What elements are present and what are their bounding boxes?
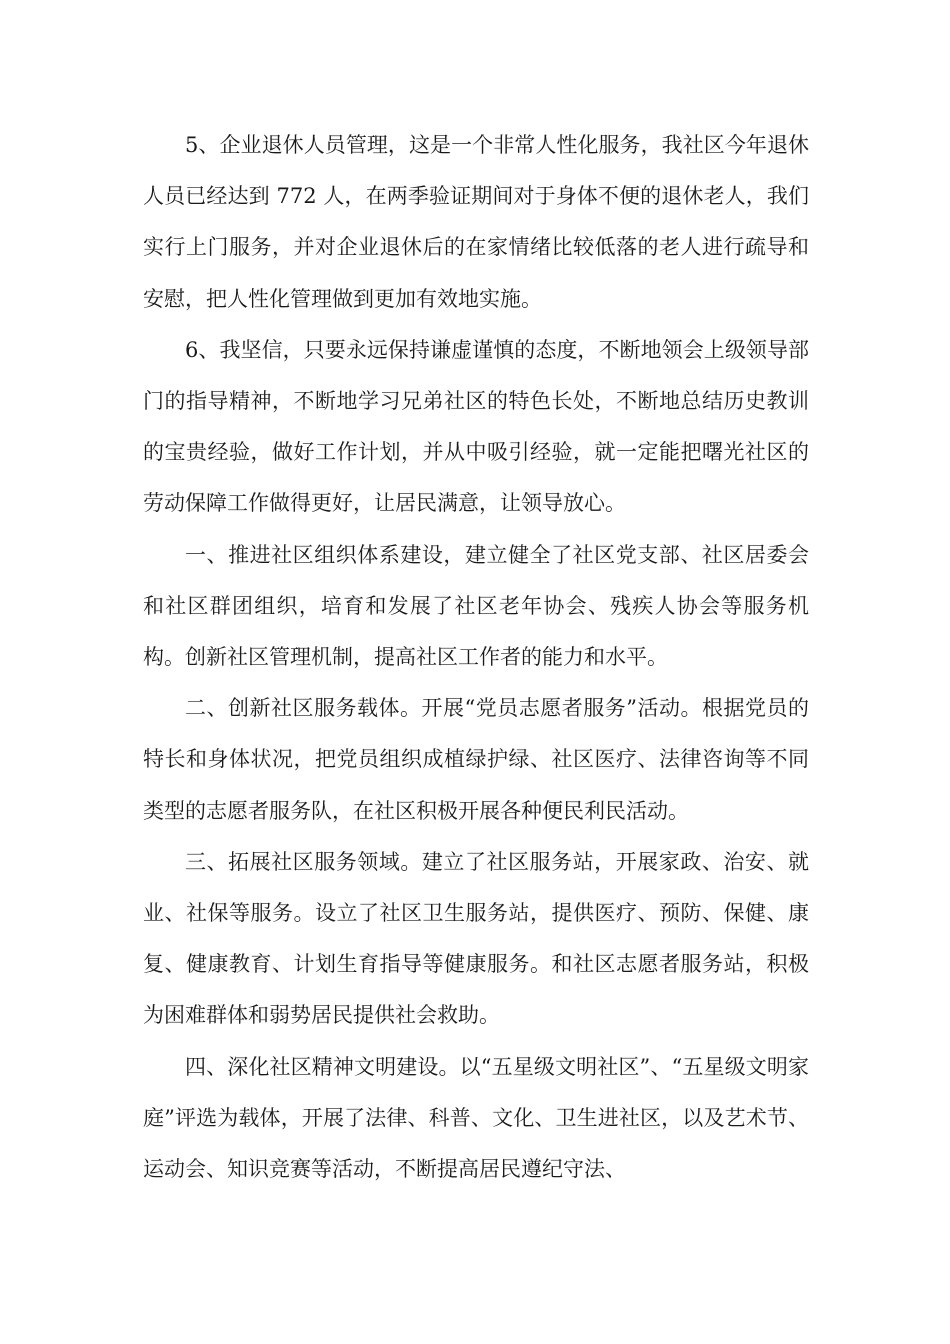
paragraph-service-fields: 三、拓展社区服务领域。建立了社区服务站，开展家政、治安、就业、社保等服务。设立了社区卫生服务站，提供医疗、预防、保健、康复、健康教育、计划生育指导等健康服务。和社区志愿者服务站，积极为困难群体和弱势居民提供社会救助。: [143, 849, 809, 1028]
paragraph-spiritual-civilization: 四、深化社区精神文明建设。以“五星级文明社区”、“五星级文明家庭”评选为载体，开展了法律、科普、文化、卫生进社区，以及艺术节、运动会、知识竞赛等活动，不断提高居民遵纪守法、: [143, 1054, 809, 1182]
paragraph-conviction: 6、我坚信，只要永远保持谦虚谨慎的态度，不断地领会上级领导部门的指导精神，不断地学习兄弟社区的特色长处，不断地总结历史教训的宝贵经验，做好工作计划，并从中吸引经验，就一定能把曙光社区的劳动保障工作做得更好，让居民满意，让领导放心。: [143, 337, 809, 516]
document-body: [143, 120, 809, 1195]
paragraph-retiree-management: 5、企业退休人员管理，这是一个非常人性化服务，我社区今年退休人员已经达到 772 人，在两季验证期间对于身体不便的退休老人，我们实行上门服务，并对企业退休后的在家情绪比较低落的老人进行疏导和安慰，把人性化管理做到更加有效地实施。: [143, 133, 809, 311]
paragraph-service-carrier: 二、创新社区服务载体。开展“党员志愿者服务”活动。根据党员的特长和身体状况，把党员组织成植绿护绿、社区医疗、法律咨询等不同类型的志愿者服务队，在社区积极开展各种便民利民活动。: [143, 696, 809, 823]
paragraph-organization-system: 一、推进社区组织体系建设，建立健全了社区党支部、社区居委会和社区群团组织，培育和发展了社区老年协会、残疾人协会等服务机构。创新社区管理机制，提高社区工作者的能力和水平。: [143, 542, 809, 670]
